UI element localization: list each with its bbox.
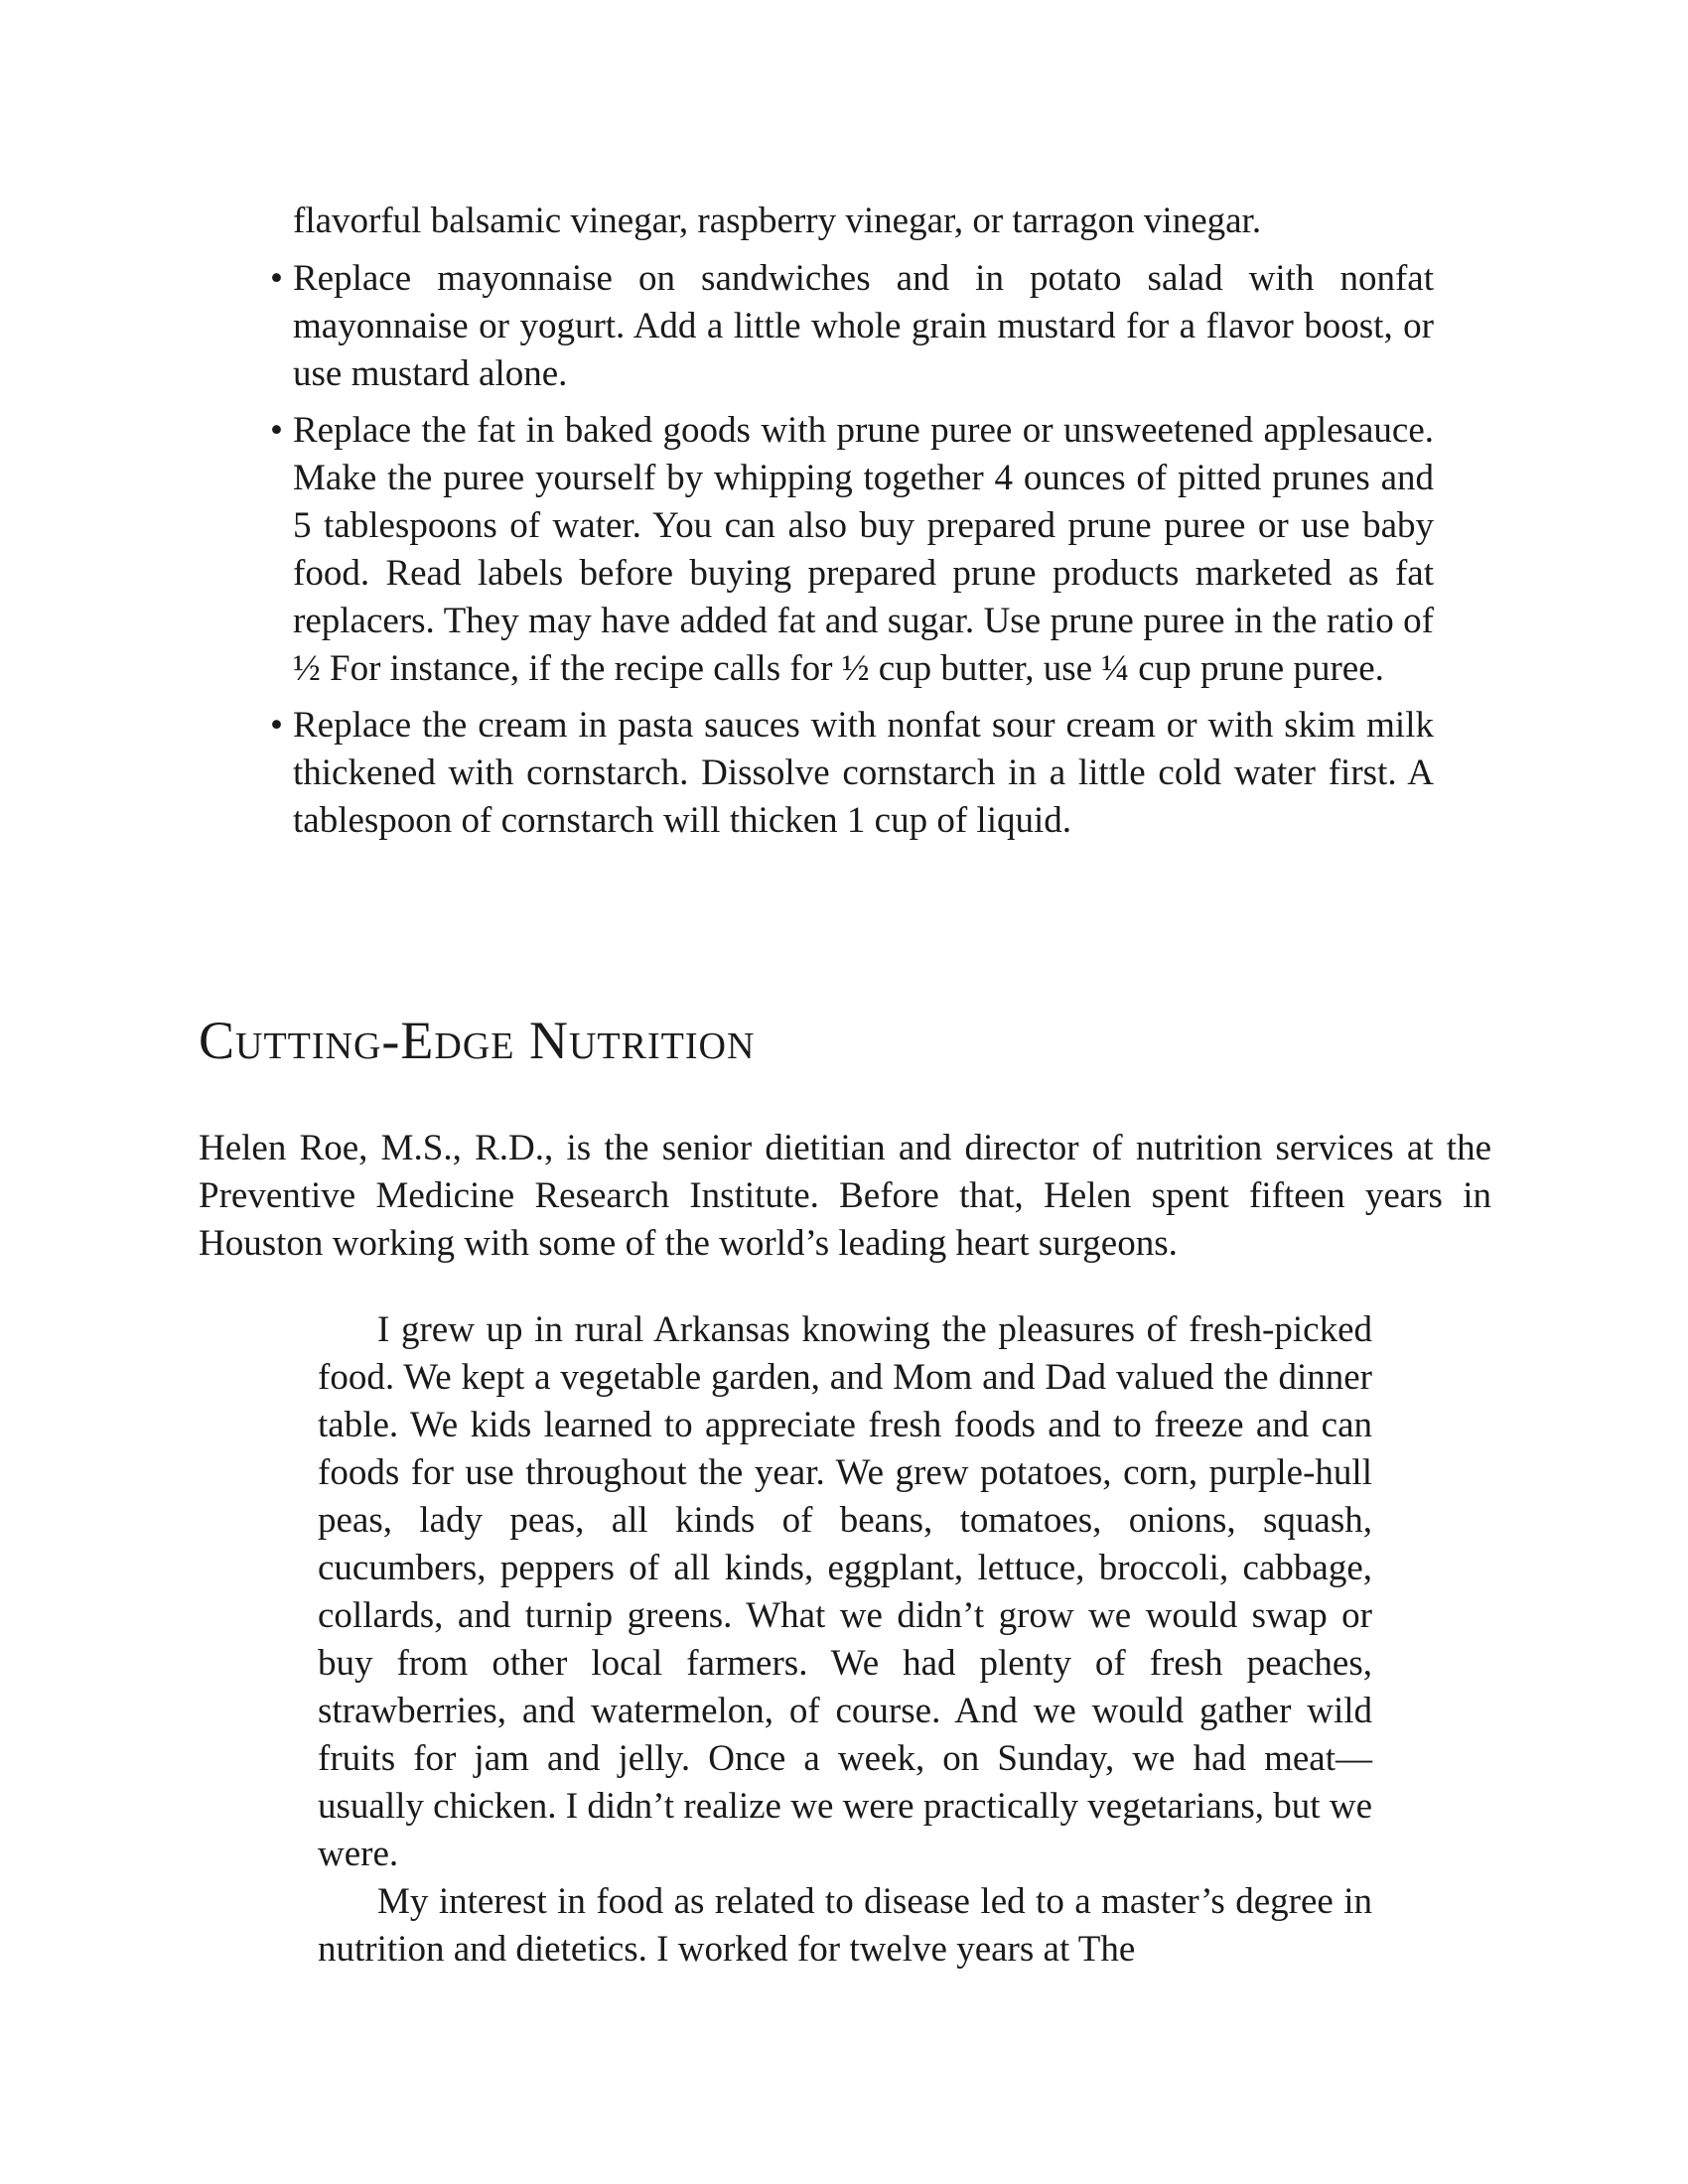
- list-item-text: Replace the cream in pasta sauces with nonfat sour cream or with skim milk thickened with cornstarch. Dissolve cornstarch in a little cold water first. A tablespoon of cornstarch will thicken 1 cup of liquid.: [293, 705, 1434, 841]
- bullet-icon: •: [270, 410, 283, 451]
- list-item: [270, 255, 1434, 398]
- continuation-text: flavorful balsamic vinegar, raspberry vinegar, or tarragon vinegar.: [293, 201, 1262, 241]
- quote-paragraph: My interest in food as related to disease led to a master’s degree in nutrition and dietetics. I worked for twelve years at The: [318, 1881, 1372, 1970]
- list-item-text: Replace mayonnaise on sandwiches and in potato salad with nonfat mayonnaise or yogurt. Add a little whole grain mustard for a flavor boost, or use mustard alone.: [293, 258, 1434, 394]
- tips-list: [270, 255, 1434, 854]
- list-item: [270, 702, 1434, 845]
- list-item: [270, 407, 1434, 693]
- bullet-icon: •: [270, 705, 283, 746]
- quote-paragraph: I grew up in rural Arkansas knowing the pleasures of fresh-picked food. We kept a vegetable garden, and Mom and Dad valued the dinner table. We kids learned to appreciate fresh foods and to freeze and can foods for use throughout the year. We grew potatoes, corn, purple-hull peas, lady peas, all kinds of beans, tomatoes, onions, squash, cucumbers, peppers of all kinds, eggplant, lettuce, broccoli, cabbage, collards, and turnip greens. What we didn’t grow we would swap or buy from other local farmers. We had plenty of fresh peaches, strawberries, and watermelon, of course. And we would gather wild fruits for jam and jelly. Once a week, on Sunday, we had meat—usually chicken. I didn’t realize we were practically vegetarians, but we were.: [318, 1309, 1372, 1874]
- section-heading: Cutting-Edge Nutrition: [199, 1011, 756, 1070]
- list-item-text: Replace the fat in baked goods with prune puree or unsweetened applesauce. Make the puree yourself by whipping together 4 ounces of pitted prunes and 5 tablespoons of water. You can also buy prepared prune puree or use baby food. Read labels before buying prepared prune products marketed as fat replacers. They may have added fat and sugar. Use prune puree in the ratio of ½ For instance, if the recipe calls for ½ cup butter, use ¼ cup prune puree.: [293, 410, 1434, 689]
- block-quote: [318, 1306, 1372, 1974]
- intro-paragraph: Helen Roe, M.S., R.D., is the senior dietitian and director of nutrition services at the Preventive Medicine Research Institute. Before that, Helen spent fifteen years in Houston working with some of the world’s leading heart surgeons.: [199, 1128, 1491, 1264]
- bullet-icon: •: [270, 258, 283, 299]
